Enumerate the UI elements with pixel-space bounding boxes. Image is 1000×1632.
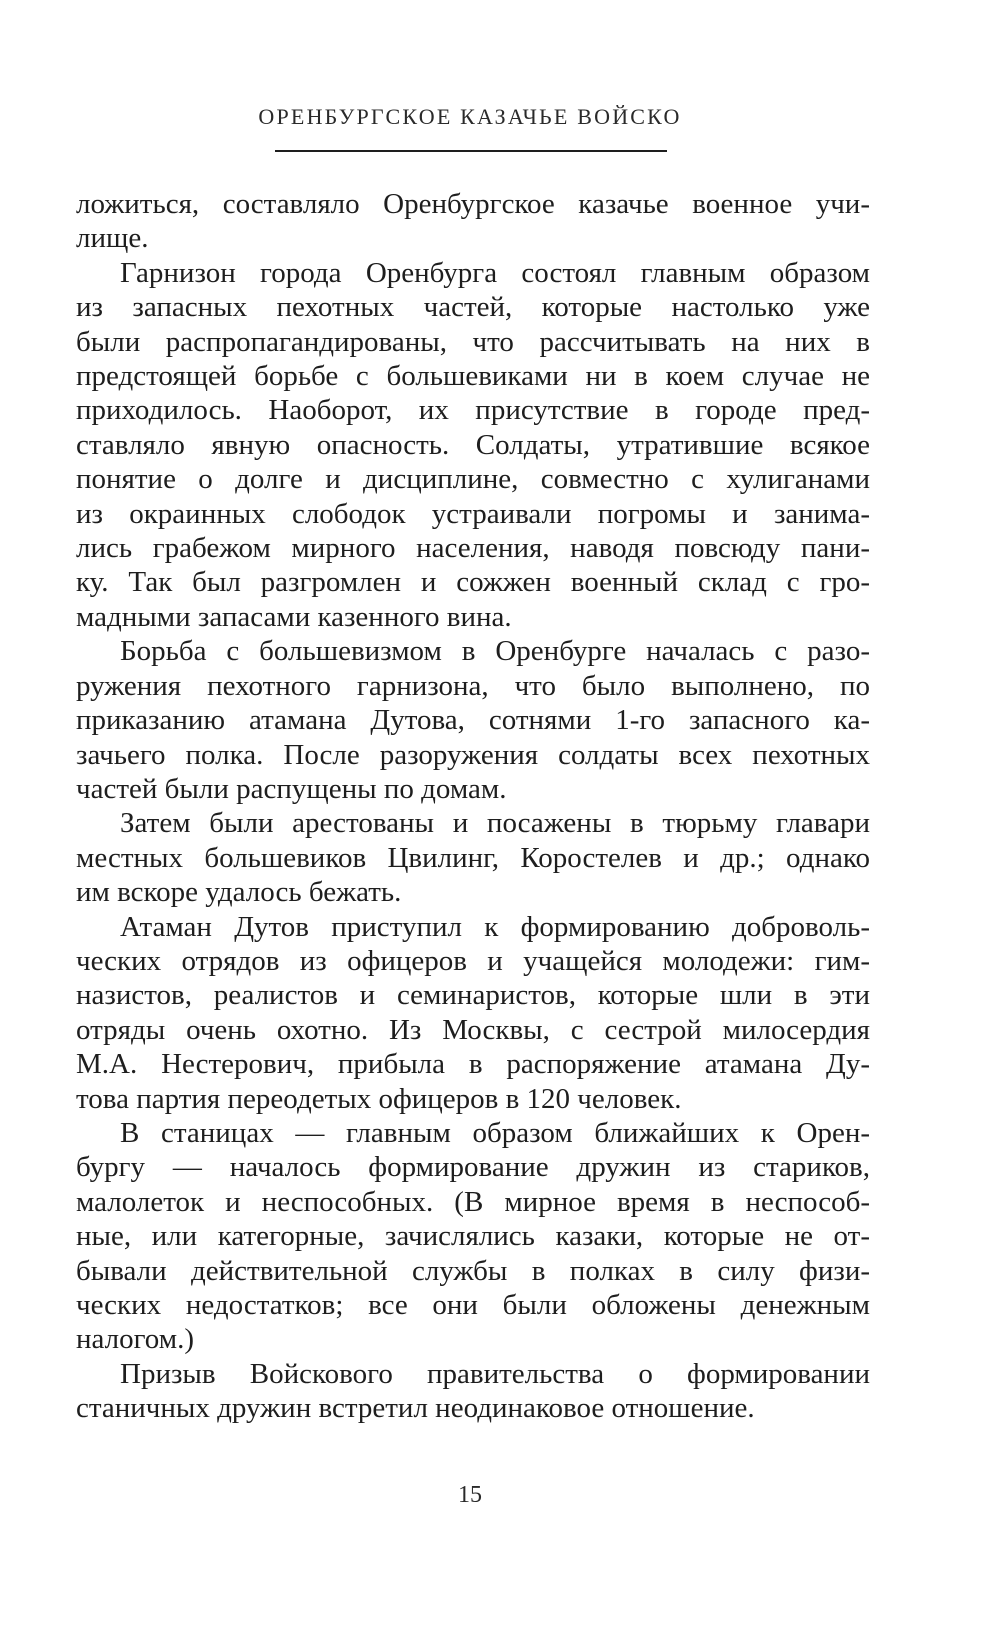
- paragraph: [76, 910, 870, 1116]
- paragraph: [76, 1116, 870, 1357]
- text-line: Затем были арестованы и посажены в тюрьму главари: [120, 807, 870, 840]
- text-line: това партия переодетых офицеров в 120 человек.: [76, 1082, 682, 1115]
- text-line: ку. Так был разгромлен и сожжен военный склад с гро-: [76, 566, 870, 599]
- text-line: малолеток и неспособных. (В мирное время в неспособ-: [76, 1185, 870, 1218]
- text-line: понятие о долге и дисциплине, совместно с хулиганами: [76, 463, 870, 496]
- text-line: Атаман Дутов приступил к формированию доброволь-: [120, 910, 870, 943]
- text-line: Призыв Войскового правительства о формировании: [120, 1357, 870, 1390]
- text-line: им вскоре удалось бежать.: [76, 876, 402, 909]
- text-line: из окраинных слободок устраивали погромы и занима-: [76, 497, 870, 530]
- text-line: В станицах — главным образом ближайших к Орен-: [120, 1116, 870, 1149]
- text-line: ческих недостатков; все они были обложены денежным: [76, 1289, 870, 1321]
- text-line: ставляло явную опасность. Солдаты, утратившие всякое: [76, 428, 870, 461]
- body-text: [76, 187, 870, 1426]
- text-line: ческих отрядов из офицеров и учащейся молодежи: гим-: [76, 944, 870, 977]
- header-rule: [275, 150, 667, 152]
- text-line: приходилось. Наоборот, их присутствие в городе пред-: [76, 394, 870, 427]
- paragraph: [76, 187, 870, 256]
- page-number: 15: [458, 1482, 482, 1508]
- text-line: М.А. Нестерович, прибыла в распоряжение атамана Ду-: [76, 1048, 870, 1081]
- paragraph: [76, 1357, 870, 1426]
- text-line: зачьего полка. После разоружения солдаты всех пехотных: [76, 738, 870, 771]
- text-line: станичных дружин встретил неодинаковое отношение.: [76, 1392, 755, 1425]
- text-line: из запасных пехотных частей, которые настолько уже: [76, 291, 870, 324]
- text-line: назистов, реалистов и семинаристов, которые шли в эти: [76, 979, 870, 1012]
- text-line: предстоящей борьбе с большевиками ни в коем случае не: [76, 360, 870, 393]
- text-line: ружения пехотного гарнизона, что было выполнено, по: [76, 669, 870, 702]
- running-head: ОРЕНБУРГСКОЕ КАЗАЧЬЕ ВОЙСКО: [258, 104, 682, 129]
- text-line: ложиться, составляло Оренбургское казачье военное учи-: [76, 188, 870, 220]
- text-line: были распропагандированы, что рассчитывать на них в: [76, 325, 870, 358]
- text-line: лись грабежом мирного населения, наводя повсюду пани-: [76, 532, 870, 565]
- text-line: Гарнизон города Оренбурга состоял главным образом: [120, 256, 870, 289]
- paragraph: [76, 634, 870, 806]
- text-line: Борьба с большевизмом в Оренбурге началась с разо-: [120, 635, 870, 668]
- text-line: мадными запасами казенного вина.: [76, 600, 512, 633]
- text-line: ные, или категорные, зачислялись казаки, которые не от-: [76, 1220, 870, 1253]
- paragraph: [76, 256, 870, 634]
- text-line: налогом.): [76, 1323, 194, 1356]
- text-line: отряды очень охотно. Из Москвы, с сестрой милосердия: [76, 1013, 870, 1046]
- text-line: местных большевиков Цвилинг, Коростелев и др.; однако: [76, 841, 870, 874]
- text-line: бывали действительной службы в полках в силу физи-: [76, 1254, 870, 1287]
- text-line: бургу — началось формирование дружин из стариков,: [76, 1151, 870, 1184]
- text-line: приказанию атамана Дутова, сотнями 1-го запасного ка-: [76, 704, 870, 737]
- text-line: частей были распущены по домам.: [76, 772, 507, 805]
- text-line: лище.: [76, 222, 149, 255]
- paragraph: [76, 806, 870, 909]
